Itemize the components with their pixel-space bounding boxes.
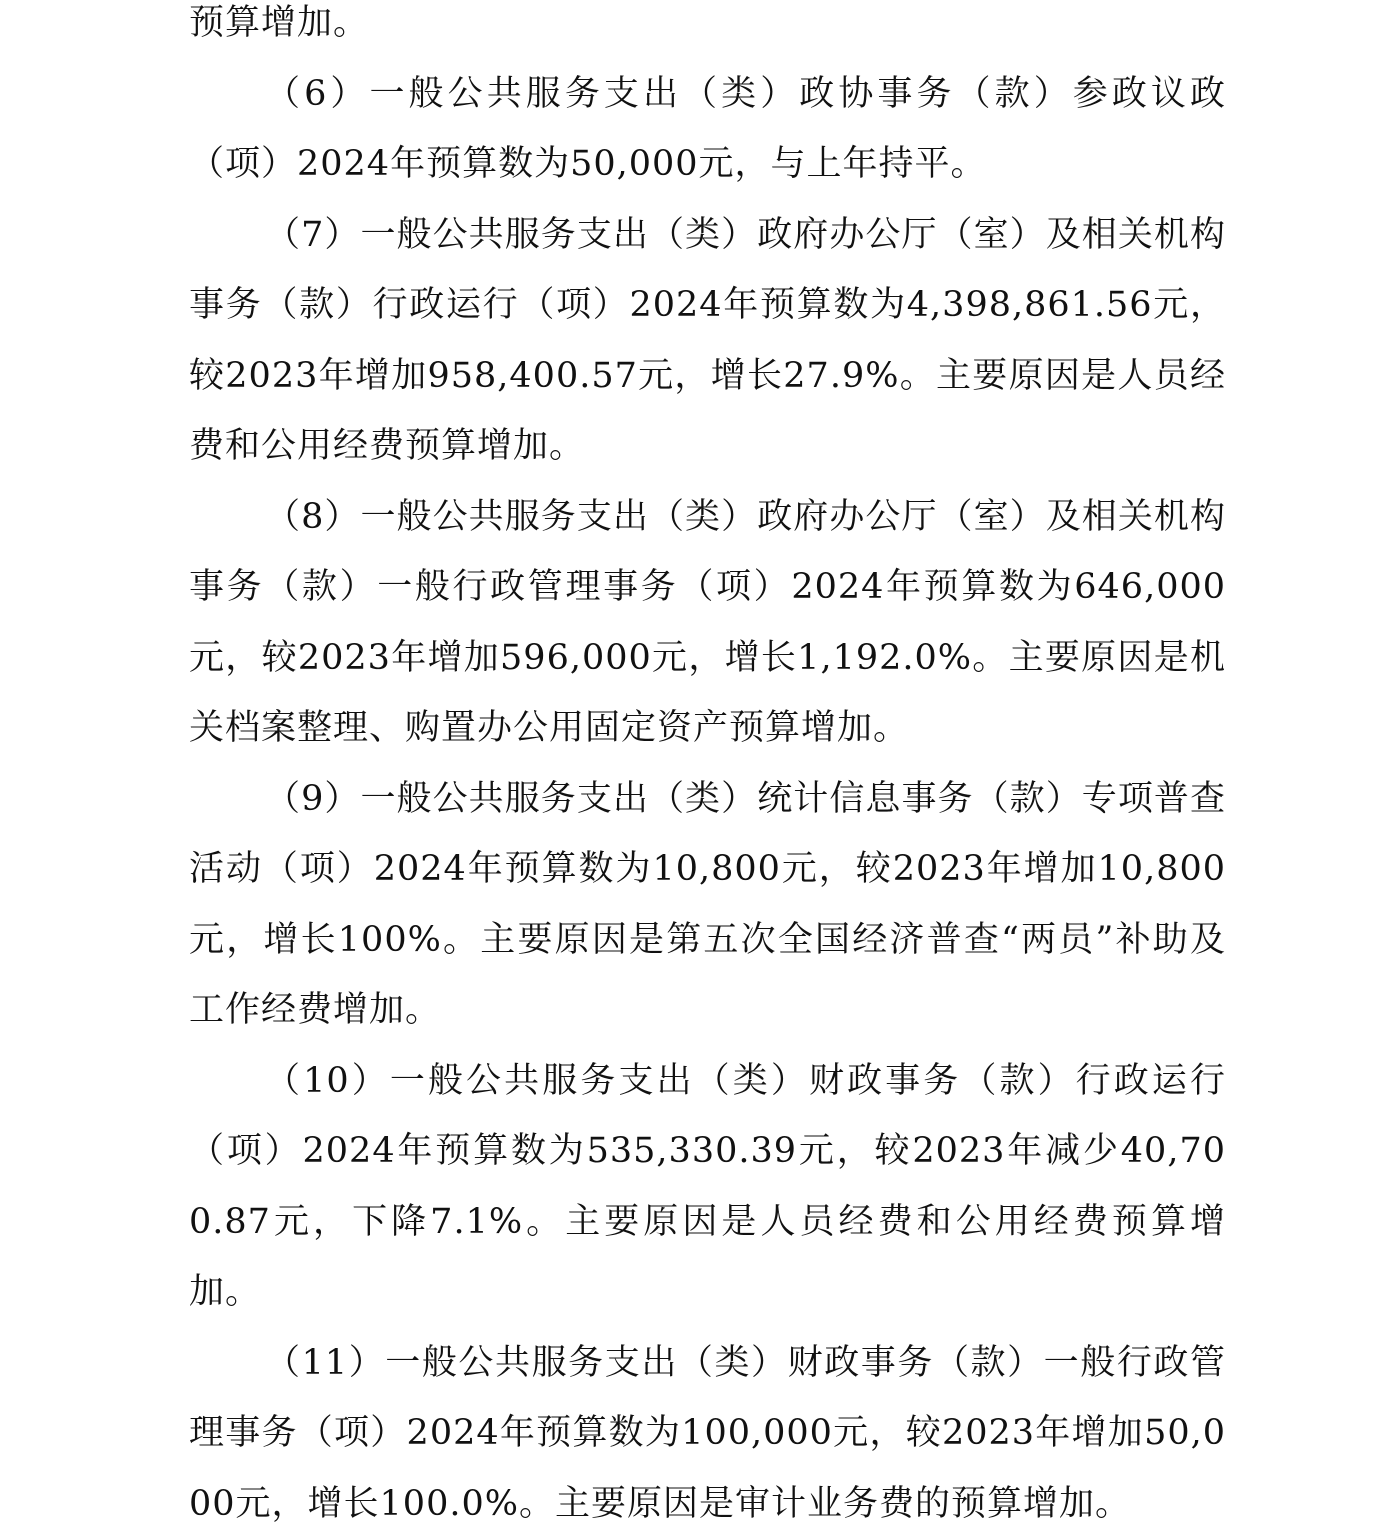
document-page (189, 0, 1226, 1539)
paragraph-8: （8）一般公共服务支出（类）政府办公厅（室）及相关机构事务（款）一般行政管理事务（项）2024年预算数为646,000元，较2023年增加596,000元，增长1,192.0%。主要原因是机关档案整理、购置办公用固定资产预算增加。 (189, 482, 1226, 764)
paragraph-9: （9）一般公共服务支出（类）统计信息事务（款）专项普查活动（项）2024年预算数为10,800元，较2023年增加10,800元，增长100%。主要原因是第五次全国经济普查“两员”补助及工作经费增加。 (189, 764, 1226, 1046)
paragraph-6: （6）一般公共服务支出（类）政协事务（款）参政议政（项）2024年预算数为50,000元，与上年持平。 (189, 59, 1226, 200)
paragraph-5-continuation: 预算增加。 (189, 0, 1226, 59)
paragraph-11: （11）一般公共服务支出（类）财政事务（款）一般行政管理事务（项）2024年预算数为100,000元，较2023年增加50,000元，增长100.0%。主要原因是审计业务费的预算增加。 (189, 1328, 1226, 1539)
paragraph-10: （10）一般公共服务支出（类）财政事务（款）行政运行（项）2024年预算数为535,330.39元，较2023年减少40,700.87元，下降7.1%。主要原因是人员经费和公用经费预算增加。 (189, 1046, 1226, 1328)
paragraph-7: （7）一般公共服务支出（类）政府办公厅（室）及相关机构事务（款）行政运行（项）2024年预算数为4,398,861.56元，较2023年增加958,400.57元，增长27.9%。主要原因是人员经费和公用经费预算增加。 (189, 200, 1226, 482)
